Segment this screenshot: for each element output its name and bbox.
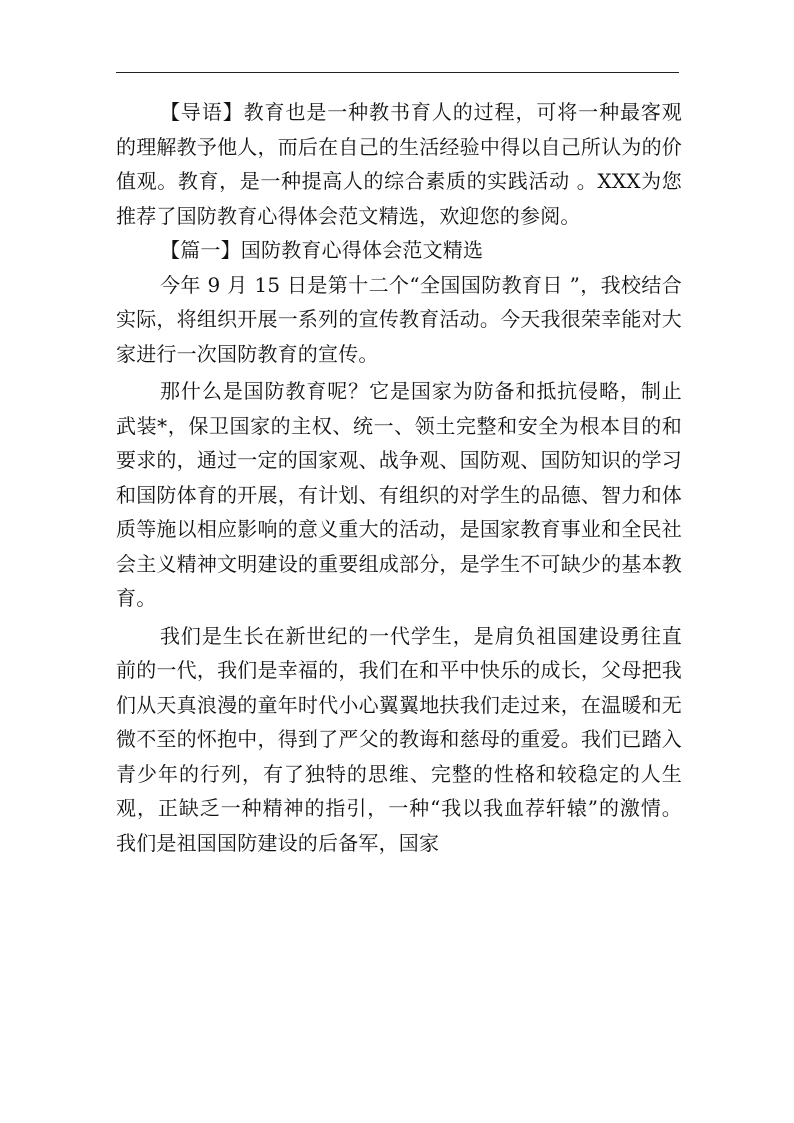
body-paragraph-1: 今年 9 月 15 日是第十二个“全国国防教育日 ”，我校结合实际，将组织开展一系列的宣传教育活动。今天我很荣幸能对大家进行一次国防教育的宣传。 [116, 272, 682, 366]
intro-paragraph: 【导语】教育也是一种教书育人的过程，可将一种最客观的理解教予他人，而后在自己的生活经验中得以自己所认为的价值观。教育，是一种提高人的综合素质的实践活动 。XXX为您推荐了国防教育心得体会范文精选，欢迎您的参阅。 [116, 100, 682, 228]
section-heading: 【篇一】国防教育心得体会范文精选 [160, 238, 484, 262]
document-body [116, 95, 682, 860]
header-rule [116, 72, 679, 73]
body-paragraph-2: 那什么是国防教育呢？它是国家为防备和抵抗侵略，制止武装*，保卫国家的主权、统一、领土完整和安全为根本目的和要求的，通过一定的国家观、战争观、国防观、国防知识的学习和国防体育的开展，有计划、有组织的对学生的品德、智力和体质等施以相应影响的意义重大的活动，是国家教育事业和全民社会主义精神文明建设的重要组成部分，是学生不可缺少的基本教育。 [116, 379, 682, 610]
body-paragraph-3: 我们是生长在新世纪的一代学生，是肩负祖国建设勇往直前的一代，我们是幸福的，我们在和平中快乐的成长，父母把我们从天真浪漫的童年时代小心翼翼地扶我们走过来，在温暖和无微不至的怀抱中，得到了严父的教诲和慈母的重爱。我们已踏入青少年的行列，有了独特的思维、完整的性格和较稳定的人生观，正缺乏一种精神的指引，一种“我以我血荐轩辕”的激情。我们是祖国国防建设的后备军，国家 [116, 623, 682, 855]
